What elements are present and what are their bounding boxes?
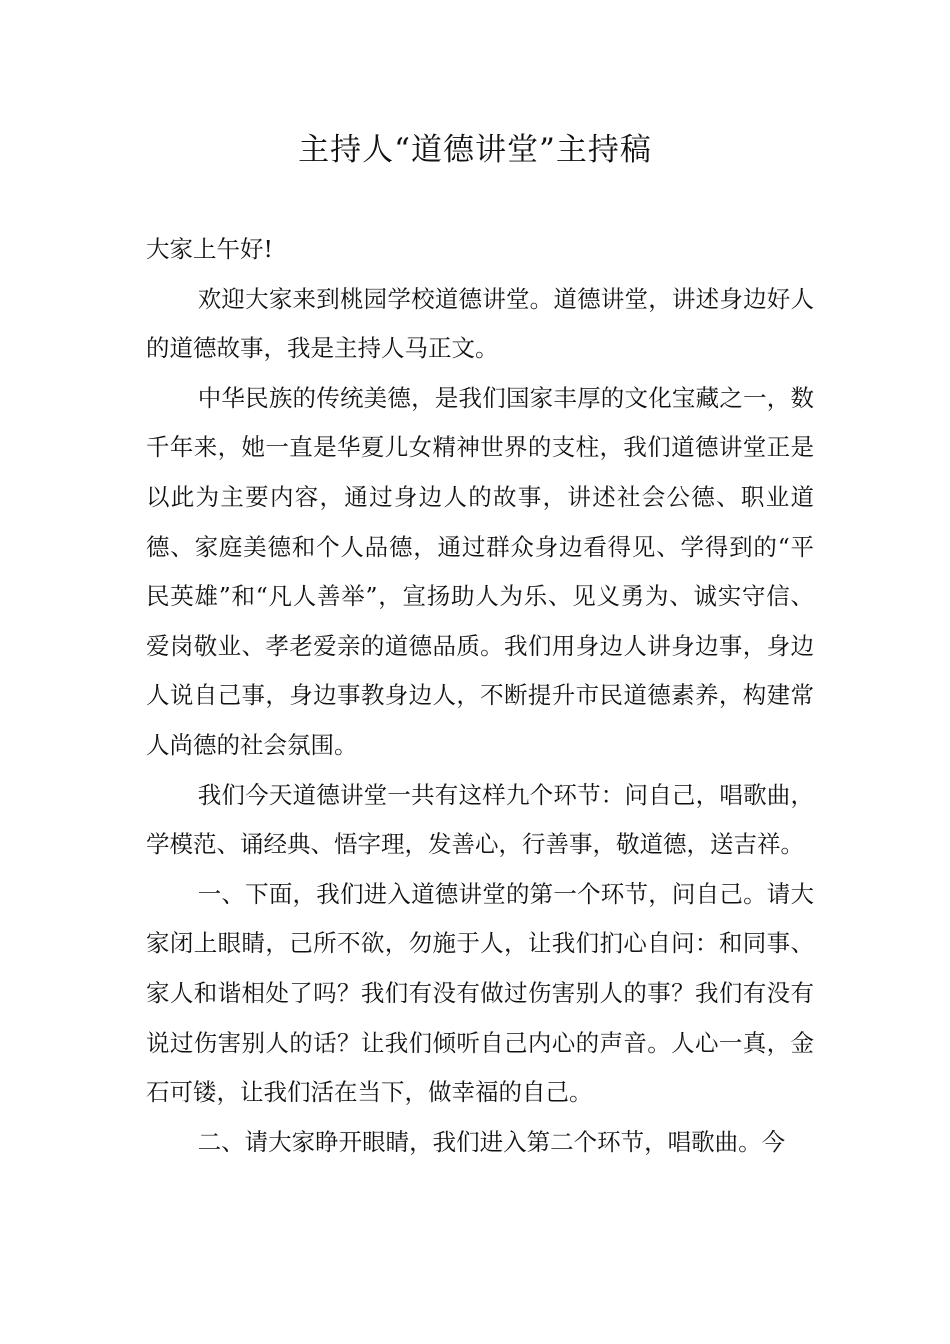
tradition-paragraph: 中华民族的传统美德，是我们国家丰厚的文化宝藏之一，数千年来，她一直是华夏儿女精神世界的支柱，我们道德讲堂正是以此为主要内容，通过身边人的故事，讲述社会公德、职业道德、家庭美德和个人品德，通过群众身边看得见、学得到的“平民英雄”和“凡人善举”，宣扬助人为乐、见义勇为、诚实守信、爱岗敬业、孝老爱亲的道德品质。我们用身边人讲身边事，身边人说自己事，身边事教身边人，不断提升市民道德素养，构建常人尚德的社会氛围。 <box>146 383 814 759</box>
step-two-paragraph: 二、请大家睁开眼睛，我们进入第二个环节，唱歌曲。今 <box>197 1127 786 1156</box>
step-one-paragraph: 一、下面，我们进入道德讲堂的第一个环节，问自己。请大家闭上眼睛，己所不欲，勿施于人，让我们扪心自问：和同事、家人和谐相处了吗？我们有没有做过伤害别人的事？我们有没有说过伤害别人的话？让我们倾听自己内心的声音。人心一真，金石可镂，让我们活在当下，做幸福的自己。 <box>146 879 814 1107</box>
document-body <box>146 225 814 1167</box>
welcome-paragraph: 欢迎大家来到桃园学校道德讲堂。道德讲堂，讲述身边好人的道德故事，我是主持人马正文。 <box>146 284 814 363</box>
greeting-paragraph: 大家上午好! <box>146 235 273 263</box>
document-title: 主持人“道德讲堂”主持稿 <box>298 132 652 168</box>
agenda-paragraph: 我们今天道德讲堂一共有这样九个环节：问自己，唱歌曲，学模范、诵经典、悟字理，发善心，行善事，敬道德，送吉祥。 <box>146 780 814 859</box>
